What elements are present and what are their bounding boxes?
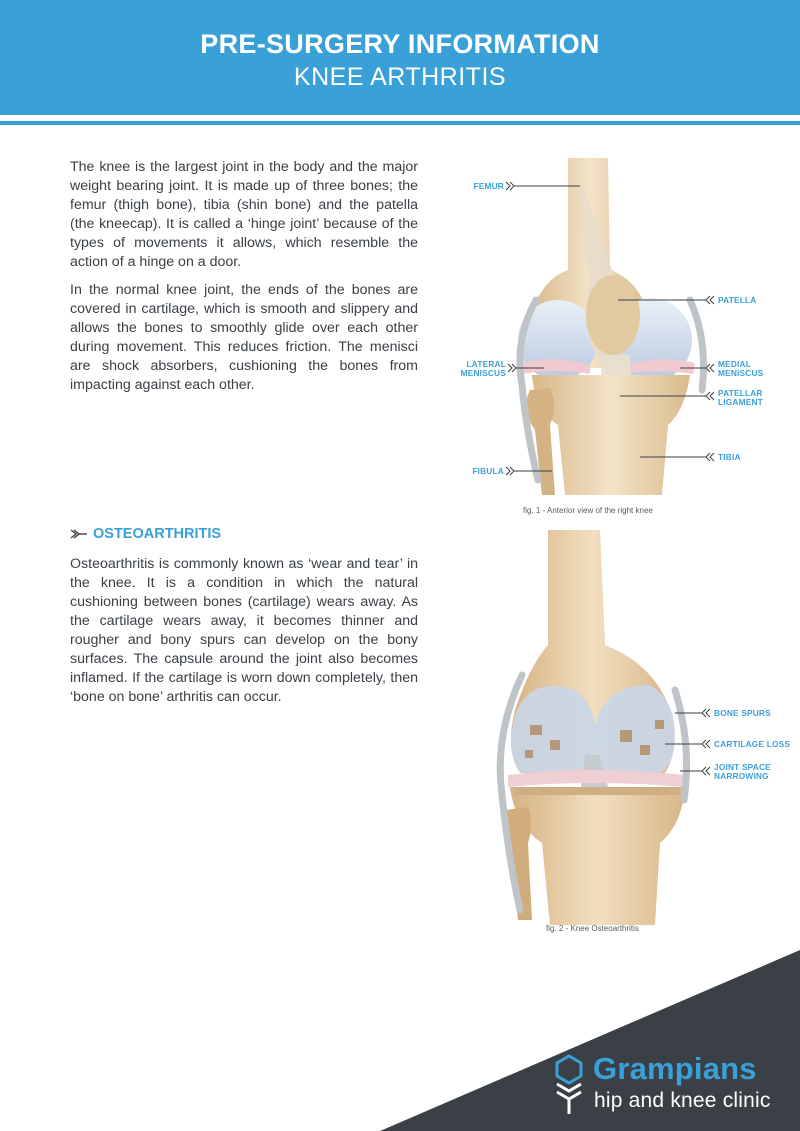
osteoarthritis-heading-text: OSTEOARTHRITIS <box>93 526 222 542</box>
osteoarthritis-paragraph: Osteoarthritis is commonly known as ‘wear and tear’ in the knee. It is a condition in which the natural cushioning between bones (cartilage) wears away. As the cartilage wears away, it becomes thinner and rougher and bony spurs can develop on the bony surfaces. The capsule around the joint also becomes inflamed. If the cartilage is worn down completely, then ‘bone on bone’ arthritis can occur. <box>70 556 418 705</box>
label-cartilage-loss: CARTILAGE LOSS <box>714 739 791 749</box>
label-patellar-ligament: PATELLAR LIGAMENT <box>718 388 763 407</box>
hexagon-logo-icon <box>553 1054 585 1116</box>
logo-name: Grampians <box>593 1051 757 1086</box>
label-lateral-meniscus: LATERAL MENISCUS <box>460 359 506 378</box>
figure1-caption: fig. 1 - Anterior view of the right knee <box>523 506 653 515</box>
label-medial-meniscus: MEDIAL MENISCUS <box>718 359 764 378</box>
page-title: PRE-SURGERY INFORMATION <box>200 29 600 59</box>
label-tibia: TIBIA <box>718 452 741 462</box>
figure2-caption: fig. 2 - Knee Osteoarthritis <box>546 924 639 933</box>
logo-tagline: hip and knee clinic <box>594 1089 771 1112</box>
label-femur: FEMUR <box>473 181 504 191</box>
page-subtitle: KNEE ARTHRITIS <box>293 63 507 91</box>
label-joint-space-narrowing: JOINT SPACE NARROWING <box>714 762 771 781</box>
intro-paragraph-1: The knee is the largest joint in the body and the major weight bearing joint. It is made up of three bones; the femur (thigh bone), tibia (shin bone) and the patella (the kneecap). It is called a ‘hinge joint’ because of the types of movements it allows, which resemble the action of a hinge on a door. <box>70 159 418 270</box>
label-bone-spurs: BONE SPURS <box>714 708 771 718</box>
label-patella: PATELLA <box>718 295 757 305</box>
intro-paragraph-2: In the normal knee joint, the ends of the bones are covered in cartilage, which is smooth and slippery and allows the bones to smoothly glide over each other during movement. This reduces friction. The menisci are shock absorbers, cushioning the bones from impacting against each other. <box>70 282 418 393</box>
label-fibula: FIBULA <box>472 466 504 476</box>
